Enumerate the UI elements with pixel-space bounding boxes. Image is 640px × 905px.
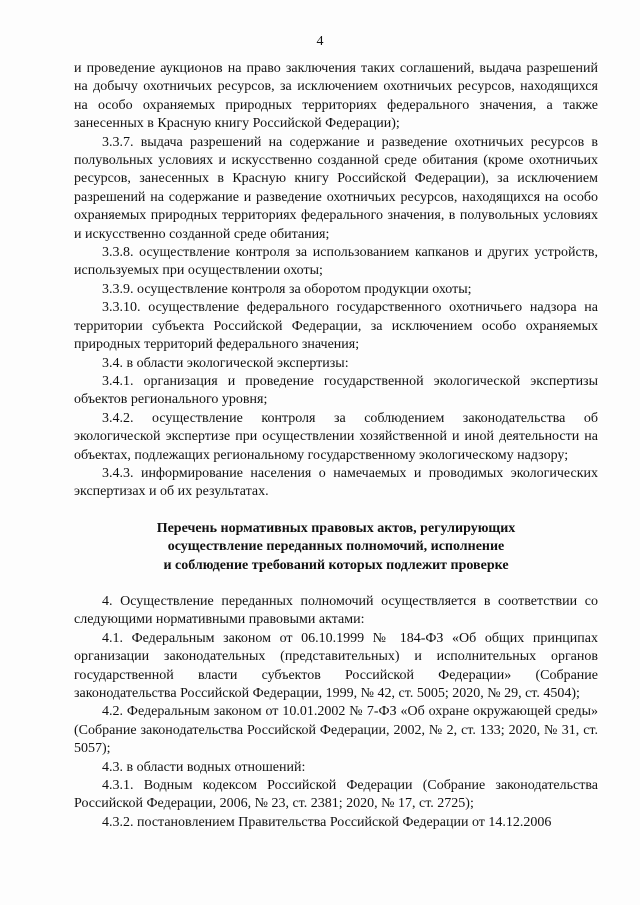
page-number: 4 — [316, 34, 324, 49]
paragraph: 4.3. в области водных отношений: — [102, 759, 306, 775]
paragraph: 4. Осуществление переданных полномочий осуществляется в соответствии со следующими нормативными правовыми актами: — [74, 593, 598, 628]
top-paragraphs — [74, 60, 598, 502]
paragraph: 3.3.9. осуществление контроля за оборотом продукции охоты; — [102, 281, 472, 297]
paragraph: и проведение аукционов на право заключения таких соглашений, выдача разрешений на добычу охотничьих ресурсов, за исключением охотничьих ресурсов, находящихся на особо охраняемых природных территориях федерального значения, а также занесенных в Красную книгу Российской Федерации); — [74, 61, 598, 132]
section-heading-line: Перечень нормативных правовых актов, регулирующих — [156, 520, 516, 536]
section-heading-line: и соблюдение требований которых подлежит проверке — [163, 557, 509, 573]
paragraph: 4.1. Федеральным законом от 06.10.1999 № 184-ФЗ «Об общих принципах организации законодательных (представительных) и исполнительных органов государственной власти субъектов Российской Федерации» (Собрание законодательства Российской Федерации, 1999, № 42, ст. 5005; 2020, № 29, ст. 4504); — [74, 630, 598, 701]
paragraph: 4.3.2. постановлением Правительства Российской Федерации от 14.12.2006 — [102, 814, 552, 830]
paragraph: 4.3.1. Водным кодексом Российской Федерации (Собрание законодательства Российской Федерации, 2006, № 23, ст. 2381; 2020, № 17, ст. 2725); — [74, 778, 598, 812]
paragraph: 3.4.2. осуществление контроля за соблюдением законодательства об экологической экспертизе при осуществлении хозяйственной и иной деятельности на объектах, подлежащих региональному государственному экологическому надзору; — [74, 410, 598, 463]
paragraph: 3.3.7. выдача разрешений на содержание и разведение охотничьих ресурсов в полувольных условиях и искусственно созданной среде обитания (кроме охотничьих ресурсов, занесенных в Красную книгу Российской Федерации), за исключением разрешений на содержание и разведение охотничьих ресурсов, находящихся на особо охраняемых природных территориях федерального значения, в полувольных условиях и искусственно созданной среде обитания; — [74, 134, 598, 242]
paragraph: 3.3.10. осуществление федерального государственного охотничьего надзора на территории субъекта Российской Федерации, за исключением особо охраняемых природных территорий федерального значения; — [74, 300, 598, 353]
section-heading-line: осуществление переданных полномочий, исполнение — [167, 539, 505, 555]
paragraph: 4.2. Федеральным законом от 10.01.2002 № 7-ФЗ «Об охране окружающей среды» (Собрание законодательства Российской Федерации, 2002, № 2, ст. 133; 2020, № 31, ст. 5057); — [74, 704, 598, 757]
document-body — [74, 60, 598, 832]
section-heading — [74, 520, 598, 575]
paragraph: 3.4.3. информирование населения о намечаемых и проводимых экологических экспертизах и об их результатах. — [74, 465, 598, 500]
paragraph: 3.3.8. осуществление контроля за использованием капканов и других устройств, используемых при осуществлении охоты; — [74, 245, 598, 279]
bottom-paragraphs — [74, 593, 598, 832]
paragraph: 3.4.1. организация и проведение государственной экологической экспертизы объектов регионального уровня; — [74, 373, 598, 408]
paragraph: 3.4. в области экологической экспертизы: — [102, 355, 349, 371]
